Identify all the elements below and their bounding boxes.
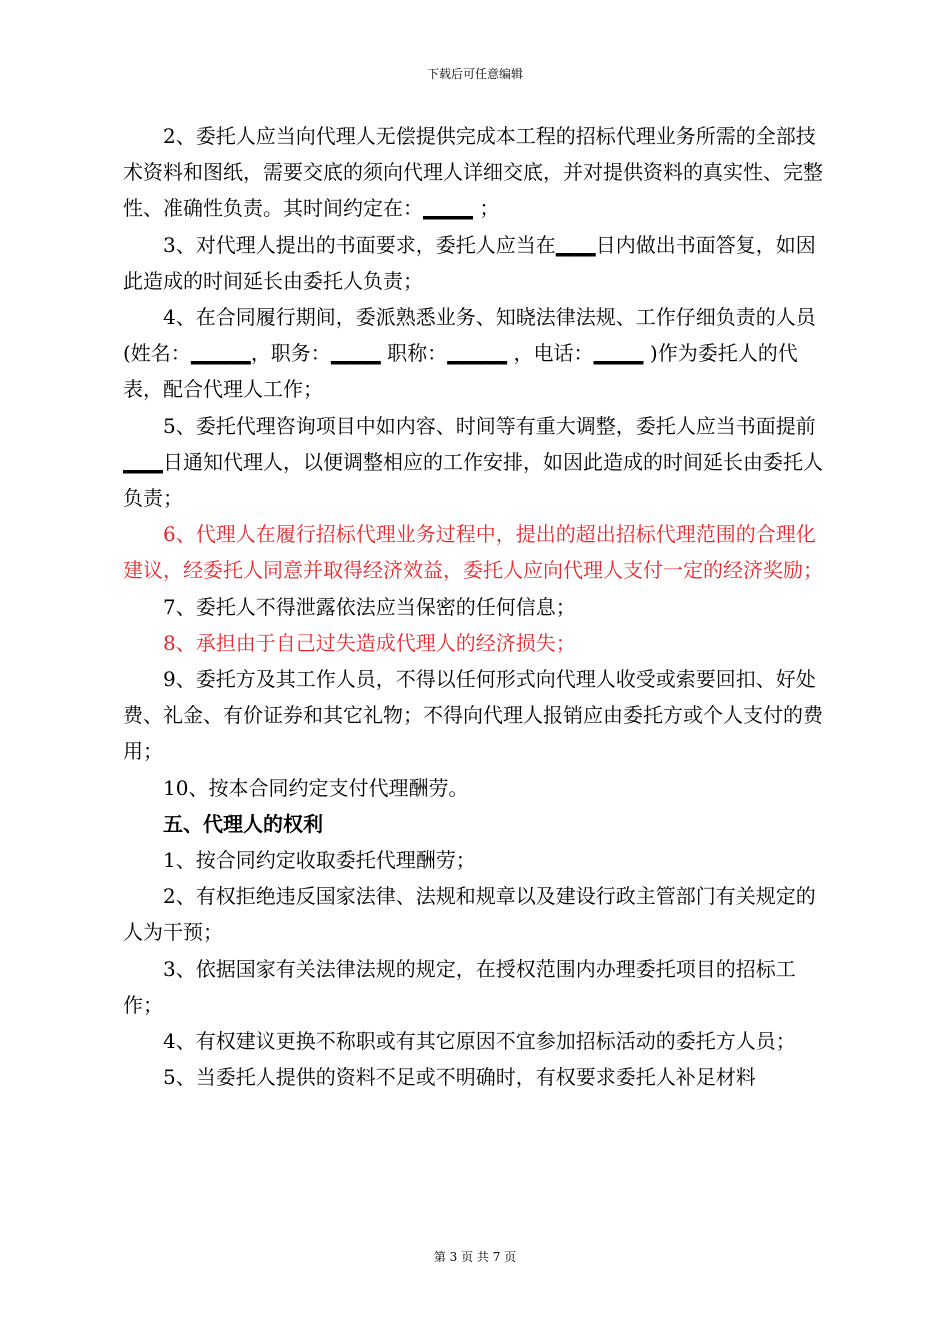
- date-blank: _____: [423, 196, 473, 221]
- title-label: 职称：: [380, 341, 448, 366]
- paragraph-5: [123, 408, 831, 517]
- paragraph-10: 10、按本合同约定支付代理酬劳。: [163, 775, 469, 800]
- phone-blank: _____: [593, 341, 644, 366]
- paragraph-2-text: 2、委托人应当向代理人无偿提供完成本工程的招标代理业务所需的全部技术资料和图纸，需要交底的须向代理人详细交底，并对提供资料的真实性、完整性、准确性负责。其时间约定在：: [123, 124, 823, 221]
- rights-item-1: 1、按合同约定收取委托代理酬劳；: [163, 848, 476, 873]
- page-footer: 第 3 页 共 7 页: [433, 1250, 517, 1264]
- page-header: 下载后可任意编辑: [426, 67, 523, 81]
- rights-item-5: 5、当委托人提供的资料不足或不明确时，有权要求委托人补足材料: [163, 1065, 756, 1090]
- rights-item-3: 3、依据国家有关法律法规的规定，在授权范围内办理委托项目的招标工作；: [123, 956, 796, 1017]
- phone-label: ，电话：: [507, 341, 594, 366]
- days-blank: ____: [555, 232, 596, 257]
- paragraph-8-highlighted: 8、承担由于自己过失造成代理人的经济损失；: [163, 630, 576, 655]
- paragraph-4: [123, 299, 831, 408]
- paragraph-6-highlighted: 6、代理人在履行招标代理业务过程中，提出的超出招标代理范围的合理化建议，经委托人同意并取得经济效益，委托人应向代理人支付一定的经济奖励；: [123, 522, 823, 583]
- paragraph-4-text: 4、在合同履行期间，委派熟悉业务、知晓法律法规、工作仔细负责的人员(姓名：: [123, 305, 816, 366]
- title-blank: ______: [447, 341, 508, 366]
- notice-days-blank: ____: [123, 449, 163, 474]
- paragraph-5-end: 日通知代理人，以便调整相应的工作安排，如因此造成的时间延长由委托人负责；: [123, 449, 823, 511]
- document-body: [123, 118, 831, 1095]
- paragraph-3-end: 日内做出书面答复，如因此造成的时间延长由委托人负责；: [123, 232, 816, 293]
- paragraph-2-end: ；: [473, 196, 500, 221]
- section-heading-agent-rights: 五、代理人的权利: [163, 811, 323, 836]
- position-blank: _____: [330, 341, 381, 366]
- position-label: ，职务：: [250, 341, 331, 366]
- paragraph-4-end: )作为委托人的代表，配合代理人工作；: [123, 341, 798, 402]
- paragraph-5-text: 5、委托代理咨询项目中如内容、时间等有重大调整，委托人应当书面提前: [163, 413, 816, 438]
- name-blank: ______: [190, 341, 251, 366]
- paragraph-2: [123, 118, 831, 227]
- paragraph-3: [123, 227, 831, 299]
- paragraph-3-text: 3、对代理人提出的书面要求，委托人应当在: [163, 232, 556, 257]
- rights-item-4: 4、有权建议更换不称职或有其它原因不宜参加招标活动的委托方人员；: [163, 1029, 796, 1054]
- paragraph-9: 9、委托方及其工作人员，不得以任何形式向代理人收受或索要回扣、好处费、礼金、有价证券和其它礼物；不得向代理人报销应由委托方或个人支付的费用；: [123, 667, 823, 764]
- paragraph-7: 7、委托人不得泄露依法应当保密的任何信息；: [163, 594, 576, 619]
- rights-item-2: 2、有权拒绝违反国家法律、法规和规章以及建设行政主管部门有关规定的人为干预；: [123, 884, 816, 945]
